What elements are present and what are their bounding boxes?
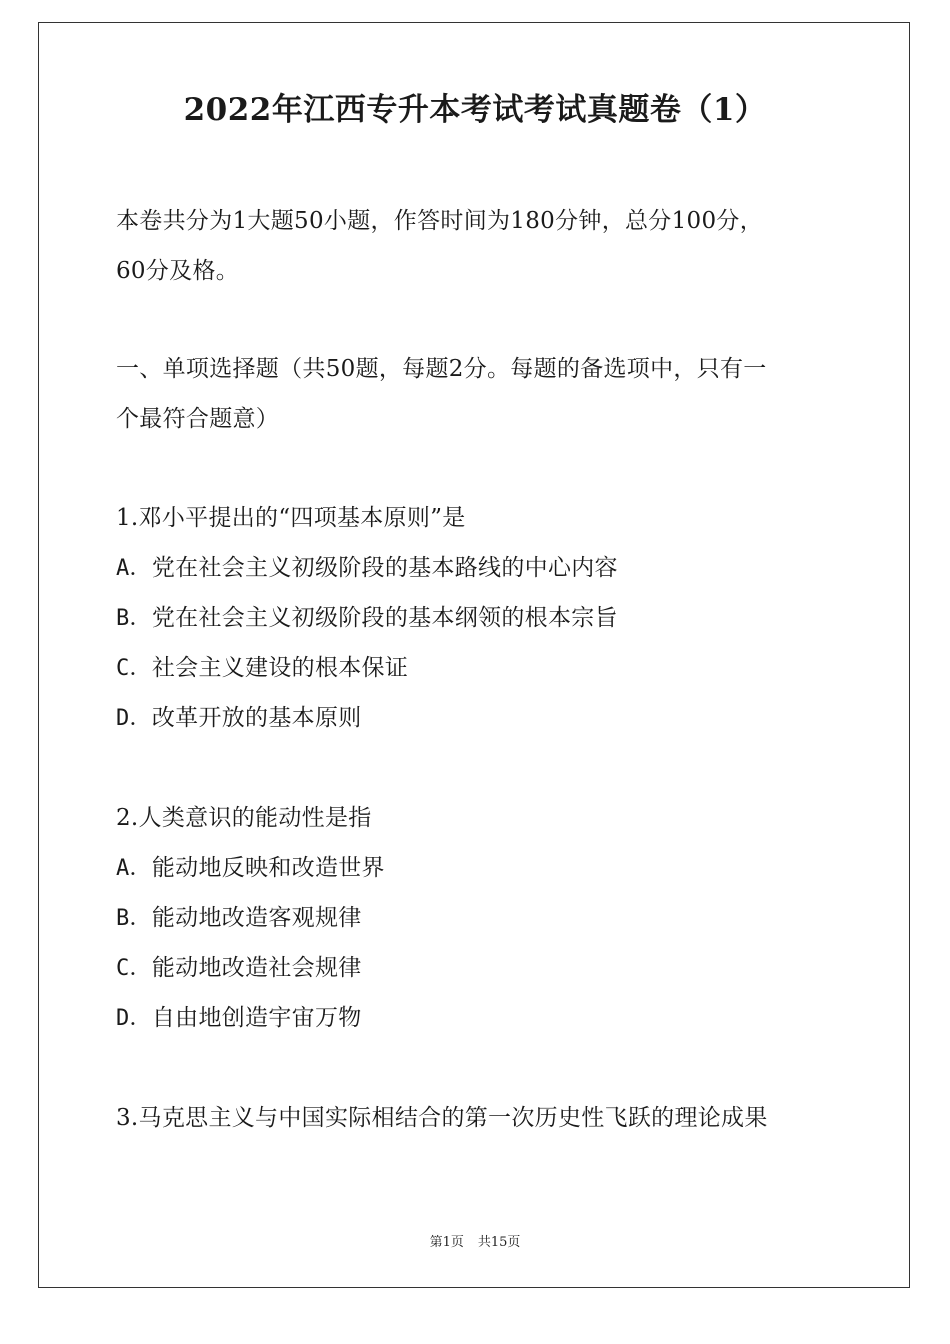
exam-intro: [116, 196, 846, 296]
option-c[interactable]: [116, 943, 846, 993]
option-text: 能动地反映和改造世界: [151, 855, 385, 881]
question-list: [116, 493, 846, 1193]
option-letter: C．: [116, 956, 152, 981]
option-b[interactable]: [116, 593, 846, 643]
option-letter: A．: [116, 556, 152, 581]
option-letter: C．: [116, 656, 152, 681]
option-text: 党在社会主义初级阶段的基本路线的中心内容: [151, 555, 618, 581]
option-text: 社会主义建设的根本保证: [151, 655, 409, 681]
option-text: 党在社会主义初级阶段的基本纲领的根本宗旨: [151, 605, 618, 631]
question-2: [116, 793, 846, 1043]
option-text: 改革开放的基本原则: [151, 705, 362, 731]
option-d[interactable]: [116, 693, 846, 743]
page-footer: [0, 1234, 950, 1252]
document-title: 2022年江西专升本考试考试真题卷（1）: [183, 92, 767, 128]
option-b[interactable]: [116, 893, 846, 943]
question-stem: 2.人类意识的能动性是指: [116, 805, 372, 831]
section-heading-line-2: 个最符合题意）: [116, 406, 280, 432]
question-stem: 3.马克思主义与中国实际相结合的第一次历史性飞跃的理论成果: [116, 1105, 768, 1131]
option-letter: D．: [116, 1006, 152, 1031]
section-heading: [116, 344, 846, 444]
option-letter: A．: [116, 856, 152, 881]
option-letter: D．: [116, 706, 152, 731]
option-a[interactable]: [116, 843, 846, 893]
question-1: [116, 493, 846, 743]
option-letter: B．: [116, 606, 152, 631]
intro-line-2: 60分及格。: [116, 258, 240, 284]
page-number: 第1页: [429, 1235, 464, 1250]
option-text: 能动地改造社会规律: [151, 955, 362, 981]
intro-line-1: 本卷共分为1大题50小题，作答时间为180分钟，总分100分，: [116, 208, 763, 234]
question-3: [116, 1093, 846, 1143]
section-heading-line-1: 一、单项选择题（共50题，每题2分。每题的备选项中，只有一: [116, 356, 767, 382]
option-text: 自由地创造宇宙万物: [151, 1005, 362, 1031]
option-d[interactable]: [116, 993, 846, 1043]
page-total: 共15页: [477, 1235, 521, 1250]
question-stem: 1.邓小平提出的“四项基本原则”是: [116, 505, 466, 531]
option-a[interactable]: [116, 543, 846, 593]
option-c[interactable]: [116, 643, 846, 693]
option-text: 能动地改造客观规律: [151, 905, 362, 931]
option-letter: B．: [116, 906, 152, 931]
